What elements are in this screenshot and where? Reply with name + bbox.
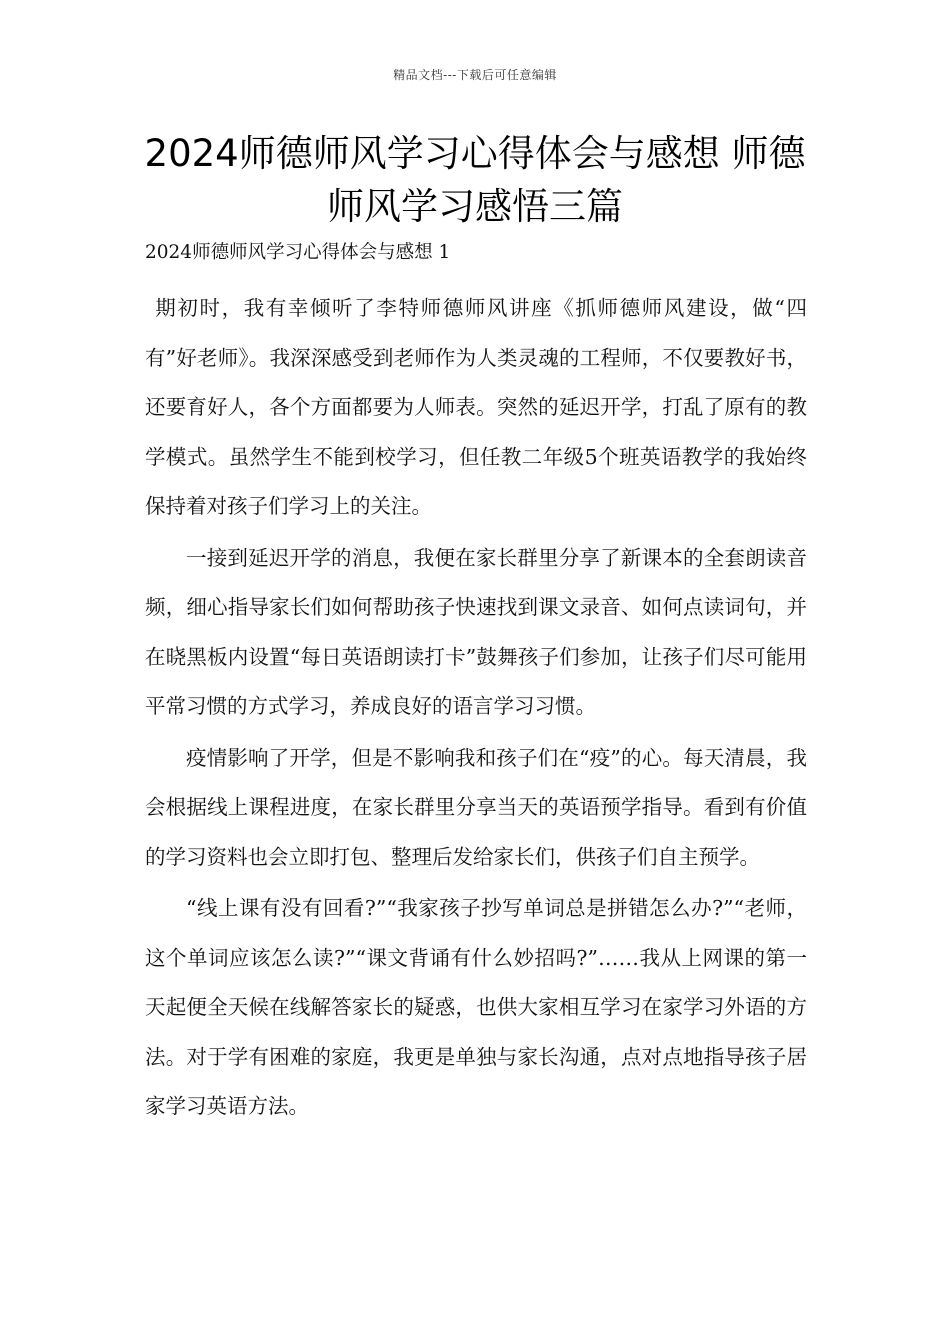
document-body [145,240,807,1134]
paragraph-2: 一接到延迟开学的消息，我便在家长群里分享了新课本的全套朗读音频，细心指导家长们如何帮助孩子快速找到课文录音、如何点读词句，并在晓黑板内设置“每日英语朗读打卡”鼓舞孩子们参加，让孩子们尽可能用平常习惯的方式学习，养成良好的语言学习习惯。 [145,545,807,718]
page-header: 精品文档---下载后可任意编辑 [393,68,557,82]
paragraph-3: 疫情影响了开学，但是不影响我和孩子们在“疫”的心。每天清晨，我会根据线上课程进度，在家长群里分享当天的英语预学指导。看到有价值的学习资料也会立即打包、整理后发给家长们，供孩子们自主预学。 [145,745,807,869]
paragraph-4: “线上课有没有回看?”“我家孩子抄写单词总是拼错怎么办?”“老师，这个单词应该怎么读?”“课文背诵有什么妙招吗?”……我从上网课的第一天起便全天候在线解答家长的疑惑，也供大家相互学习在家学习外语的方法。对于学有困难的家庭，我更是单独与家长沟通，点对点地指导孩子居家学习英语方法。 [145,896,807,1118]
section-heading: 2024师德师风学习心得体会与感想 1 [145,242,451,263]
paragraph-1: 期初时，我有幸倾听了李特师德师风讲座《抓师德师风建设，做“四有”好老师》。我深深感受到老师作为人类灵魂的工程师，不仅要教好书，还要育好人，各个方面都要为人师表。突然的延迟开学，打乱了原有的教学模式。虽然学生不能到校学习，但任教二年级5个班英语教学的我始终保持着对孩子们学习上的关注。 [145,296,807,518]
document-title: 2024师德师风学习心得体会与感想 师德师风学习感悟三篇 [144,132,806,228]
